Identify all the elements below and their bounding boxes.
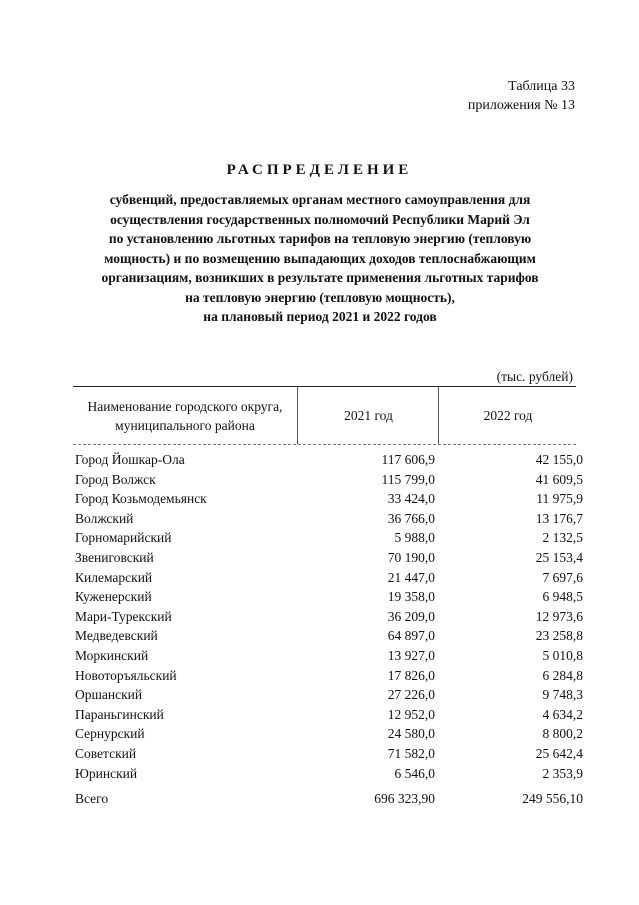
row-name: Город Козьмодемьянск — [75, 491, 207, 507]
row-2021-value: 19 358,0 — [387, 589, 435, 605]
total-label: Всего — [75, 791, 109, 806]
table-row — [73, 548, 583, 568]
table-body — [73, 450, 583, 783]
row-name: Волжский — [75, 510, 134, 526]
row-2022-value: 42 155,0 — [535, 452, 583, 467]
row-2022-value: 2 353,9 — [542, 765, 583, 781]
row-2022-value: 11 975,9 — [536, 491, 583, 507]
row-2022-value: 9 748,3 — [542, 687, 583, 703]
row-2021-value: 5 988,0 — [394, 530, 435, 546]
subtitle-line: по установлению льготных тарифов на тепловую энергию (тепловую — [108, 231, 532, 246]
subtitle-line: субвенций, предоставляемых органам местного самоуправления для — [109, 192, 531, 207]
row-2021-value: 36 766,0 — [387, 510, 435, 526]
row-name: Килемарский — [75, 569, 153, 585]
row-2022-value: 13 176,7 — [535, 510, 583, 526]
row-name: Звениговский — [75, 549, 154, 565]
table-row — [73, 646, 583, 666]
row-name: Оршанский — [75, 687, 143, 703]
table-row — [73, 744, 583, 764]
table-row — [73, 724, 583, 744]
document-subtitle — [60, 190, 580, 327]
row-2022-value: 4 634,2 — [542, 706, 583, 722]
row-2022-value: 25 642,4 — [535, 745, 583, 761]
row-2021-value: 33 424,0 — [387, 491, 435, 507]
row-2021-value: 21 447,0 — [387, 569, 435, 585]
row-2022-value: 41 609,5 — [535, 471, 583, 487]
row-2021-value: 115 799,0 — [381, 471, 435, 487]
table-row — [73, 587, 583, 607]
row-2021-value: 64 897,0 — [387, 628, 435, 644]
row-2022-value: 2 132,5 — [542, 530, 583, 546]
row-2021-value: 71 582,0 — [387, 745, 435, 761]
table-row — [73, 626, 583, 646]
table-total-row — [73, 789, 583, 809]
row-2021-value: 36 209,0 — [387, 608, 435, 624]
table-header — [73, 386, 576, 445]
row-2022-value: 23 258,8 — [535, 628, 583, 644]
row-name: Моркинский — [75, 647, 149, 663]
row-2022-value: 6 948,5 — [542, 589, 583, 605]
row-name: Новоторъяльский — [75, 667, 177, 683]
table-row — [73, 509, 583, 529]
row-name: Сернурский — [75, 726, 145, 742]
row-2021-value: 13 927,0 — [387, 647, 435, 663]
row-2022-value: 7 697,6 — [542, 569, 583, 585]
subtitle-line: осуществления государственных полномочий Республики Марий Эл — [110, 211, 530, 227]
header-name-column — [73, 387, 297, 444]
appendix-number: приложения № 13 — [467, 98, 575, 113]
table-row — [73, 705, 583, 725]
subtitle-line: организациям, возникших в результате применения льготных тарифов — [101, 270, 539, 285]
row-name: Горномарийский — [75, 530, 172, 546]
row-2021-value: 117 606,9 — [381, 452, 435, 467]
row-name: Город Волжск — [75, 471, 156, 487]
table-row — [73, 568, 583, 588]
table-row — [73, 528, 583, 548]
row-2021-value: 6 546,0 — [394, 765, 435, 781]
header-2022-column: 2022 год — [438, 387, 577, 444]
row-name: Юринский — [75, 765, 138, 781]
row-2021-value: 17 826,0 — [387, 667, 435, 683]
row-2022-value: 5 010,8 — [542, 647, 583, 663]
row-name: Куженерский — [75, 589, 152, 605]
row-name: Медведевский — [75, 628, 158, 644]
subtitle-line: на плановый период 2021 и 2022 годов — [203, 309, 437, 324]
header-2021-column: 2021 год — [297, 387, 439, 444]
row-2021-value: 70 190,0 — [387, 549, 435, 565]
row-name: Город Йошкар-Ола — [75, 452, 185, 467]
total-2021-value: 696 323,90 — [374, 791, 435, 806]
row-2021-value: 27 226,0 — [387, 687, 435, 703]
row-2021-value: 24 580,0 — [387, 726, 435, 742]
document-header — [468, 77, 575, 115]
subtitle-line: мощность) и по возмещению выпадающих доходов теплоснабжающим — [104, 250, 536, 266]
document-title: РАСПРЕДЕЛЕНИЕ — [226, 162, 413, 178]
header-name-line: муниципального района — [115, 417, 255, 433]
row-name: Мари-Турекский — [75, 608, 172, 624]
row-2022-value: 8 800,2 — [542, 726, 583, 742]
row-2022-value: 12 973,6 — [535, 608, 583, 624]
table-row — [73, 607, 583, 627]
table-row — [73, 470, 583, 490]
row-2022-value: 25 153,4 — [535, 549, 583, 565]
subtitle-line: на тепловую энергию (тепловую мощность), — [185, 289, 455, 305]
table-row — [73, 489, 583, 509]
row-2021-value: 12 952,0 — [387, 706, 435, 722]
total-2022-value: 249 556,10 — [522, 791, 583, 806]
row-2022-value: 6 284,8 — [542, 667, 583, 683]
header-name-line: Наименование городского округа, — [87, 398, 283, 414]
table-number: Таблица 33 — [508, 79, 575, 94]
row-name: Советский — [75, 745, 137, 761]
table-row — [73, 666, 583, 686]
table-row — [73, 450, 583, 470]
table-row — [73, 764, 583, 784]
table-row — [73, 685, 583, 705]
row-name: Параньгинский — [75, 706, 164, 722]
units-label: (тыс. рублей) — [496, 369, 573, 384]
